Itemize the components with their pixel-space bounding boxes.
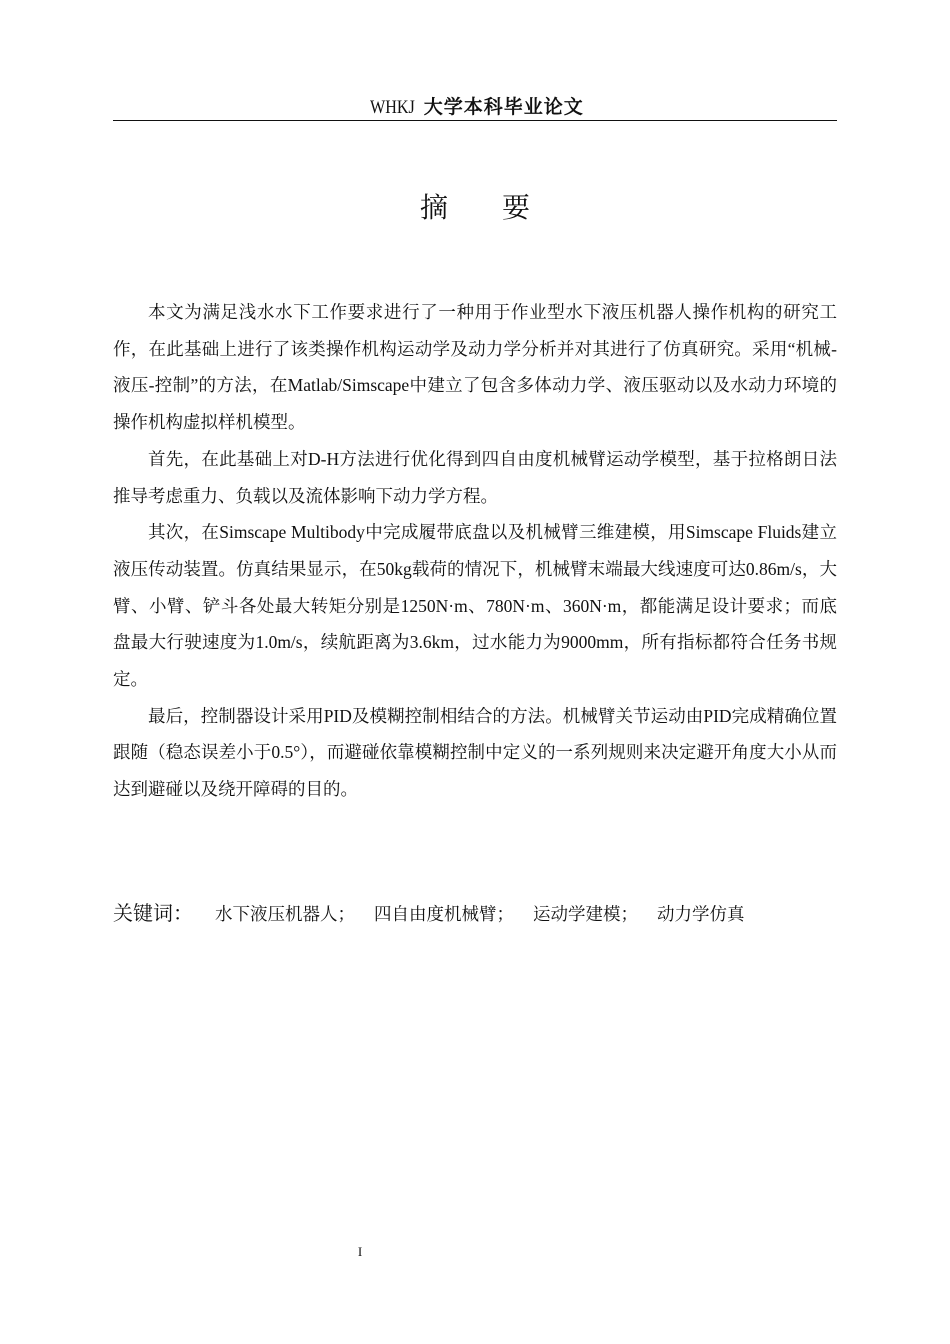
keywords-line xyxy=(113,896,837,932)
keyword-item: 水下液压机器人； xyxy=(215,904,355,924)
keyword-item: 运动学建模； xyxy=(533,904,638,924)
abstract-paragraph-1: 本文为满足浅水水下工作要求进行了一种用于作业型水下液压机器人操作机构的研究工作，在此基础上进行了该类操作机构运动学及动力学分析并对其进行了仿真研究。采用“机械-液压-控制”的方法，在Matlab/Simscape中建立了包含多体动力学、液压驱动以及水动力环境的操作机构虚拟样机模型。 xyxy=(113,302,837,433)
keyword-item: 动力学仿真 xyxy=(657,904,745,924)
page-title xyxy=(113,188,837,228)
page-number: I xyxy=(357,1244,363,1259)
header-rule xyxy=(113,120,837,121)
keyword-item: 四自由度机械臂； xyxy=(374,904,514,924)
abstract-paragraph-4: 最后，控制器设计采用PID及模糊控制相结合的方法。机械臂关节运动由PID完成精确位置跟随（稳态误差小于0.5°），而避碰依靠模糊控制中定义的一系列规则来决定避开角度大小从而达到避碰以及绕开障碍的目的。 xyxy=(113,705,837,800)
header-title-text: 大学本科毕业论文 xyxy=(423,96,584,118)
page-header xyxy=(113,94,837,120)
abstract-body xyxy=(113,294,837,808)
keywords-label: 关键词： xyxy=(113,903,193,925)
title-char-1: 摘 xyxy=(419,191,448,224)
header-latin-text: WHKJ xyxy=(370,97,416,118)
title-char-2: 要 xyxy=(502,191,531,224)
abstract-paragraph-2: 首先，在此基础上对D-H方法进行优化得到四自由度机械臂运动学模型，基于拉格朗日法推导考虑重力、负载以及流体影响下动力学方程。 xyxy=(113,448,837,506)
abstract-paragraph-3: 其次，在Simscape Multibody中完成履带底盘以及机械臂三维建模，用Simscape Fluids建立液压传动装置。仿真结果显示，在50kg载荷的情况下，机械臂末端最大线速度可达0.86m/s，大臂、小臂、铲斗各处最大转矩分别是1250N·m、780N·m、360N·m，都能满足设计要求；而底盘最大行驶速度为1.0m/s，续航距离为3.6km，过水能力为9000mm，所有指标都符合任务书规定。 xyxy=(113,522,837,690)
